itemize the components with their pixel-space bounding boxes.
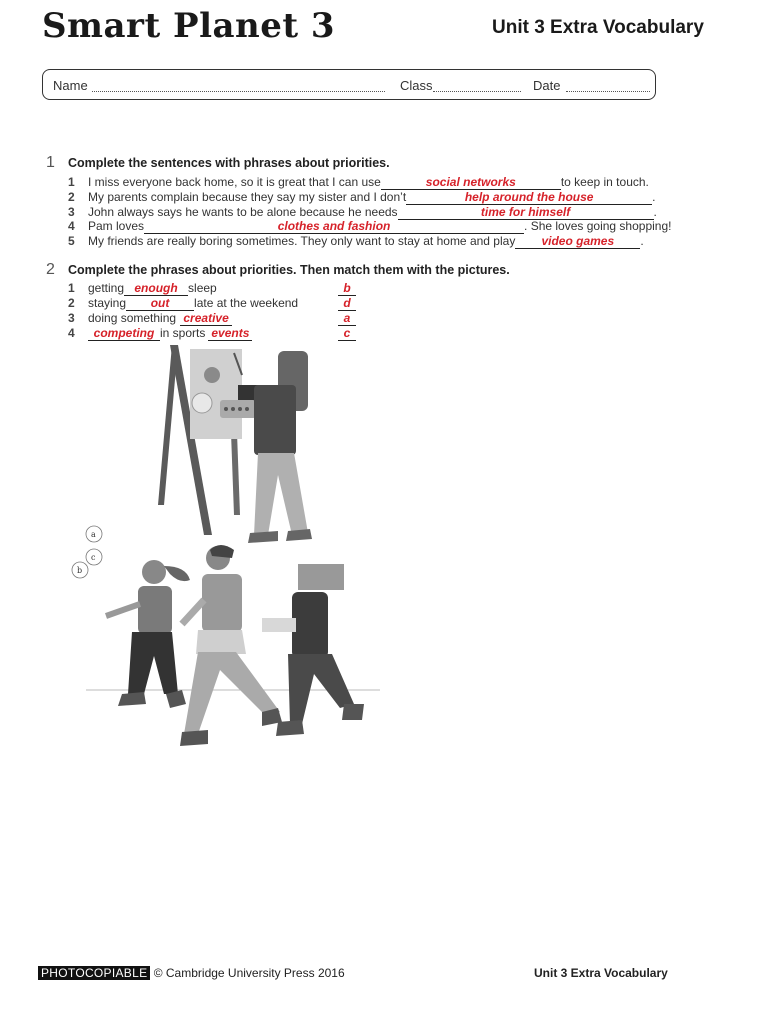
exercise-2-item [68, 296, 298, 311]
item-text: getting [88, 281, 125, 295]
item-text: in sports [160, 326, 206, 340]
answer-blank: out [126, 297, 194, 311]
item-text: . She loves going shopping! [524, 219, 672, 233]
brand-title: Smart Planet 3 [42, 6, 336, 46]
date-line [566, 91, 650, 92]
item-number: 1 [68, 175, 75, 189]
footer-copyright [38, 966, 345, 980]
answer-blank: enough [124, 282, 188, 296]
item-text: Pam loves [88, 219, 145, 233]
item-number: 1 [68, 281, 75, 295]
picture-label: c [91, 553, 96, 562]
item-text: sleep [188, 281, 217, 295]
item-text: My parents complain because they say my sister and I don’t [88, 190, 407, 204]
name-class-date-box [42, 69, 656, 100]
exercise-2-item [68, 326, 252, 341]
answer-blank: competing [88, 327, 160, 341]
item-text: John always says he wants to be alone because he needs [88, 205, 398, 219]
item-number: 3 [68, 205, 75, 219]
match-letter [338, 296, 356, 311]
date-label: Date [533, 78, 561, 93]
exercise-1-instruction: Complete the sentences with phrases about priorities. [68, 156, 390, 170]
item-text: . [640, 234, 644, 248]
item-text: to keep in touch. [560, 175, 649, 189]
match-letter [338, 281, 356, 296]
answer-blank: social networks [381, 176, 561, 190]
item-text: . [652, 190, 656, 204]
exercise-2-item [68, 281, 217, 296]
walking-teens-illustration [86, 544, 386, 754]
exercise-2-item [68, 311, 232, 326]
item-number: 4 [68, 219, 75, 233]
class-line [433, 91, 521, 92]
match-letter-blank: b [338, 282, 356, 296]
exercise-1-item [68, 205, 657, 220]
match-letter-blank: d [338, 297, 356, 311]
exercise-1-item [68, 219, 671, 234]
answer-blank: video games [515, 235, 640, 249]
item-text: . [653, 205, 657, 219]
match-letter [338, 311, 356, 326]
match-letter [338, 326, 356, 341]
exercise-1-item [68, 234, 644, 249]
answer-blank: help around the house [406, 191, 652, 205]
item-number: 3 [68, 311, 75, 325]
name-label: Name [53, 78, 88, 93]
painting-illustration [150, 345, 320, 545]
item-text: staying [88, 296, 127, 310]
exercise-1-item [68, 175, 649, 190]
match-letter-blank: a [338, 312, 356, 326]
item-number: 2 [68, 190, 75, 204]
exercise-2-number: 2 [46, 261, 55, 278]
class-label: Class [400, 78, 433, 93]
footer-unit: Unit 3 Extra Vocabulary [534, 966, 668, 980]
answer-blank: creative [180, 312, 232, 326]
answer-blank: time for himself [398, 206, 654, 220]
copyright-text: © Cambridge University Press 2016 [153, 966, 345, 980]
item-number: 5 [68, 234, 75, 248]
photocopiable-badge: PHOTOCOPIABLE [38, 966, 150, 980]
answer-blank: clothes and fashion [144, 220, 524, 234]
exercise-1-number: 1 [46, 154, 55, 171]
item-number: 4 [68, 326, 75, 340]
item-text: My friends are really boring sometimes. They only want to stay at home and play [88, 234, 516, 248]
item-text: late at the weekend [194, 296, 299, 310]
answer-blank: events [208, 327, 252, 341]
picture-label: b [77, 566, 83, 575]
exercise-1-item [68, 190, 656, 205]
exercise-2-instruction: Complete the phrases about priorities. Then match them with the pictures. [68, 263, 510, 277]
name-line [92, 91, 385, 92]
unit-title: Unit 3 Extra Vocabulary [492, 17, 704, 38]
item-text: doing something [88, 311, 177, 325]
item-text: I miss everyone back home, so it is great that I can use [88, 175, 381, 189]
item-number: 2 [68, 296, 75, 310]
picture-label: a [91, 530, 96, 539]
match-letter-blank: c [338, 327, 356, 341]
